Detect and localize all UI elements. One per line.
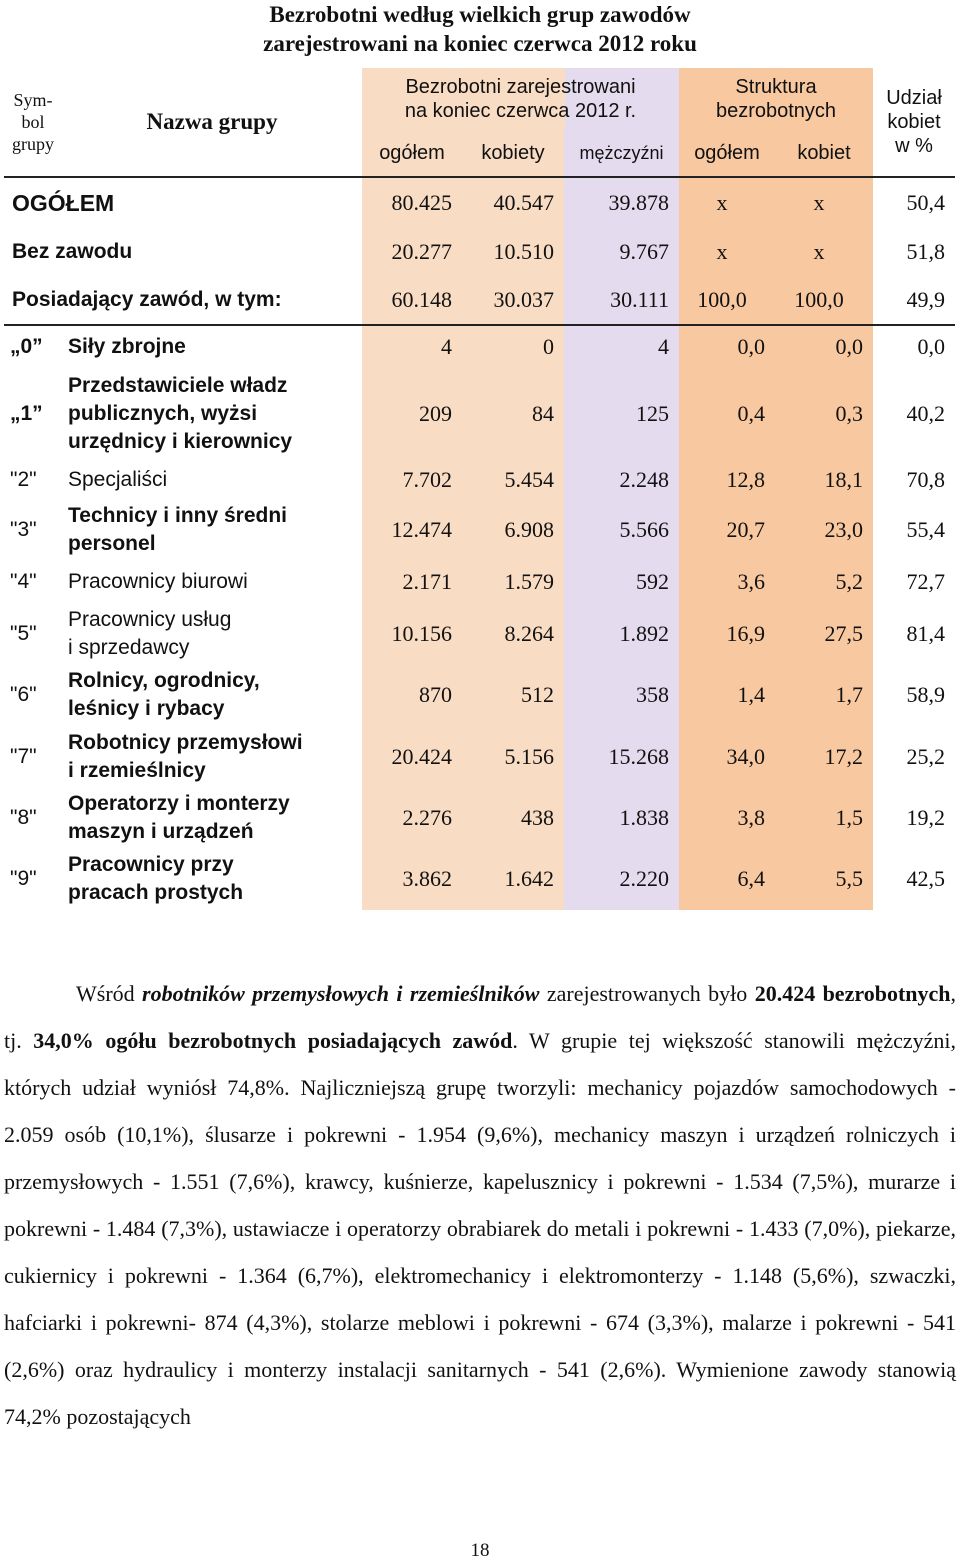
- group-symbol: "5": [10, 622, 37, 645]
- group-value: 58,9: [873, 664, 955, 726]
- summary-value: x: [679, 176, 775, 228]
- group-value: 4: [362, 324, 462, 368]
- group-value: 5.566: [564, 500, 679, 560]
- group-value: 55,4: [873, 500, 955, 560]
- summary-value: 60.148: [362, 276, 462, 324]
- group-name: [62, 368, 362, 460]
- group-value: 18,1: [775, 460, 873, 500]
- group-value: 6,4: [679, 848, 775, 910]
- group-row: [4, 788, 955, 848]
- group-value: 27,5: [775, 604, 873, 664]
- group-symbol: „0”: [4, 324, 62, 368]
- summary-value: 9.767: [564, 228, 679, 276]
- group-value: 5,2: [775, 560, 873, 604]
- group-row: [4, 726, 955, 788]
- group-name-line: leśnicy i rybacy: [68, 697, 225, 720]
- group-name-line: Rolnicy, ogrodnicy,: [68, 669, 260, 692]
- group-value: 25,2: [873, 726, 955, 788]
- group-value: 0: [462, 324, 564, 368]
- group-name-line: pracach prostych: [68, 881, 244, 904]
- body-paragraph: Wśród robotników przemysłowych i rzemieślników zarejestrowanych było 20.424 bezrobotnych, tj. 34,0% ogółu bezrobotnych posiadających zawód. W grupie tej większość stanowili mężczyźni, których udział wyniósł 74,8%. Najliczniejszą grupę tworzyli: mechanicy pojazdów samochodowych - 2.059 osób (10,1%), ślusarze i pokrewni - 1.954 (9,6%), mechanicy maszyn i urządzeń rolniczych i przemysłowych - 1.551 (7,6%), krawcy, kuśnierze, kapelusznicy i pokrewni - 1.534 (7,5%), murarze i pokrewni - 1.484 (7,3%), ustawiacze i operatorzy obrabiarek do metali i pokrewni - 1.433 (7,0%), piekarze, cukiernicy i pokrewni - 1.364 (6,7%), elektromechanicy i elektromonterzy - 1.148 (5,6%), szwaczki, hafciarki i pokrewni- 874 (4,3%), stolarze meblowi i pokrewni - 674 (3,3%), malarze i pokrewni - 541 (2,6%) oraz hydraulicy i monterzy instalacji sanitarnych - 541 (2,6%). Wymienione zawody stanowią 74,2% pozostających: [4, 981, 957, 1429]
- header-total: ogółem: [362, 130, 462, 176]
- group-value: 1,7: [775, 664, 873, 726]
- group-value: 5.454: [462, 460, 564, 500]
- group-rows: [4, 324, 955, 910]
- group-value: 12,8: [679, 460, 775, 500]
- summary-rows: [4, 176, 955, 324]
- group-value: 358: [564, 664, 679, 726]
- group-symbol: "8": [10, 806, 37, 829]
- group-row: [4, 560, 955, 604]
- summary-value: 39.878: [564, 176, 679, 228]
- group-value: 34,0: [679, 726, 775, 788]
- group-value: 209: [362, 368, 462, 460]
- group-value: 6.908: [462, 500, 564, 560]
- group-value: 1,5: [775, 788, 873, 848]
- group-name-line: publicznych, wyżsi: [68, 402, 258, 425]
- summary-value: 40.547: [462, 176, 564, 228]
- group-value: 7.702: [362, 460, 462, 500]
- header-structure-women: kobiet: [775, 130, 873, 176]
- group-value: 0,0: [679, 324, 775, 368]
- group-name: [62, 324, 362, 368]
- group-value: 81,4: [873, 604, 955, 664]
- group-value: 3,6: [679, 560, 775, 604]
- group-value: 0,0: [775, 324, 873, 368]
- summary-value: 80.425: [362, 176, 462, 228]
- emphasis-share: 34,0% ogółu bezrobotnych posiadających zawód: [33, 1028, 513, 1053]
- group-value: 4: [564, 324, 679, 368]
- group-row: [4, 604, 955, 664]
- group-value: 15.268: [564, 726, 679, 788]
- summary-value: 30.111: [564, 276, 679, 324]
- group-value: 0,3: [775, 368, 873, 460]
- group-value: 20.424: [362, 726, 462, 788]
- header-structure-total: ogółem: [679, 130, 775, 176]
- title-line-2: zarejestrowani na koniec czerwca 2012 roku: [263, 31, 697, 56]
- group-value: 2.171: [362, 560, 462, 604]
- header-women: kobiety: [462, 130, 564, 176]
- summary-value: x: [679, 228, 775, 276]
- summary-value: x: [775, 228, 873, 276]
- group-name: [62, 604, 362, 664]
- group-value: 5.156: [462, 726, 564, 788]
- group-value: 2.276: [362, 788, 462, 848]
- group-name: [62, 560, 362, 604]
- group-value: 1.838: [564, 788, 679, 848]
- group-name: [62, 788, 362, 848]
- group-name-line: Operatorzy i monterzy: [68, 792, 290, 815]
- summary-value: 100,0: [679, 276, 775, 324]
- summary-value: 30.037: [462, 276, 564, 324]
- group-name-line: Pracownicy przy: [68, 853, 234, 876]
- document-title: [0, 0, 960, 58]
- summary-value: 10.510: [462, 228, 564, 276]
- group-value: 12.474: [362, 500, 462, 560]
- group-value: 42,5: [873, 848, 955, 910]
- group-value: 40,2: [873, 368, 955, 460]
- group-value: 3.862: [362, 848, 462, 910]
- summary-value: 50,4: [873, 176, 955, 228]
- header-symbol: Sym- bol grupy: [12, 90, 54, 154]
- group-symbol: "9": [10, 867, 37, 890]
- group-value: 125: [564, 368, 679, 460]
- unemployment-table: [4, 68, 955, 910]
- summary-value: x: [775, 176, 873, 228]
- group-value: 17,2: [775, 726, 873, 788]
- summary-row: [4, 176, 955, 228]
- group-name: [62, 500, 362, 560]
- group-value: 512: [462, 664, 564, 726]
- group-name-line: Przedstawiciele władz: [68, 374, 288, 397]
- header-men: mężczyźni: [564, 130, 679, 176]
- group-value: 23,0: [775, 500, 873, 560]
- group-name-line: Pracownicy usług: [68, 608, 232, 631]
- group-value: 10.156: [362, 604, 462, 664]
- group-name-line: personel: [68, 532, 156, 555]
- group-row: [4, 324, 955, 368]
- group-value: 2.248: [564, 460, 679, 500]
- header-share-women: Udział kobiet w %: [886, 87, 942, 157]
- group-name: [62, 664, 362, 726]
- emphasis-count: 20.424 bezrobotnych: [754, 981, 951, 1006]
- group-name-line: Robotnicy przemysłowi: [68, 731, 303, 754]
- group-value: 0,4: [679, 368, 775, 460]
- header-group-name: Nazwa grupy: [146, 109, 278, 134]
- summary-label: Posiadający zawód, w tym:: [12, 288, 282, 311]
- summary-row: [4, 228, 955, 276]
- header-structure: Struktura bezrobotnych: [679, 68, 873, 130]
- summary-label: Bez zawodu: [12, 240, 133, 263]
- group-name: [62, 460, 362, 500]
- group-value: 72,7: [873, 560, 955, 604]
- group-name-line: Technicy i inny średni: [68, 504, 288, 527]
- title-line-1: Bezrobotni według wielkich grup zawodów: [269, 2, 691, 27]
- summary-value: 51,8: [873, 228, 955, 276]
- group-symbol: "4": [10, 570, 37, 593]
- group-name-line: Pracownicy biurowi: [68, 570, 248, 593]
- group-row: [4, 460, 955, 500]
- group-symbol: "6": [10, 683, 37, 706]
- group-value: 870: [362, 664, 462, 726]
- group-symbol: "7": [10, 745, 37, 768]
- group-name-line: maszyn i urządzeń: [68, 820, 254, 843]
- header-registered: Bezrobotni zarejestrowani na koniec czerwca 2012 r.: [362, 68, 679, 130]
- group-value: 8.264: [462, 604, 564, 664]
- group-value: 1.579: [462, 560, 564, 604]
- summary-value: 20.277: [362, 228, 462, 276]
- group-symbol: "3": [10, 518, 37, 541]
- emphasis-workers: robotników przemysłowych i rzemieślników: [142, 981, 540, 1006]
- summary-label: OGÓŁEM: [4, 176, 362, 228]
- group-row: [4, 848, 955, 910]
- group-value: 2.220: [564, 848, 679, 910]
- group-name-line: i sprzedawcy: [68, 636, 190, 659]
- group-value: 3,8: [679, 788, 775, 848]
- group-name-line: urzędnicy i kierownicy: [68, 430, 293, 453]
- group-value: 19,2: [873, 788, 955, 848]
- group-name-line: Siły zbrojne: [68, 335, 186, 358]
- group-row: [4, 368, 955, 460]
- group-name: [62, 726, 362, 788]
- group-value: 1.642: [462, 848, 564, 910]
- group-symbol: "2": [10, 468, 37, 491]
- group-value: 5,5: [775, 848, 873, 910]
- group-value: 0,0: [873, 324, 955, 368]
- group-value: 70,8: [873, 460, 955, 500]
- group-value: 84: [462, 368, 564, 460]
- group-name: [62, 848, 362, 910]
- group-name-line: Specjaliści: [68, 468, 168, 491]
- summary-value: 100,0: [775, 276, 873, 324]
- group-value: 438: [462, 788, 564, 848]
- group-name-line: i rzemieślnicy: [68, 759, 206, 782]
- group-value: 592: [564, 560, 679, 604]
- page-number: 18: [470, 1540, 490, 1561]
- group-value: 1,4: [679, 664, 775, 726]
- group-row: [4, 500, 955, 560]
- group-value: 1.892: [564, 604, 679, 664]
- group-row: [4, 664, 955, 726]
- summary-value: 49,9: [873, 276, 955, 324]
- group-symbol: „1”: [10, 402, 43, 425]
- group-value: 20,7: [679, 500, 775, 560]
- group-value: 16,9: [679, 604, 775, 664]
- summary-row: [4, 276, 955, 324]
